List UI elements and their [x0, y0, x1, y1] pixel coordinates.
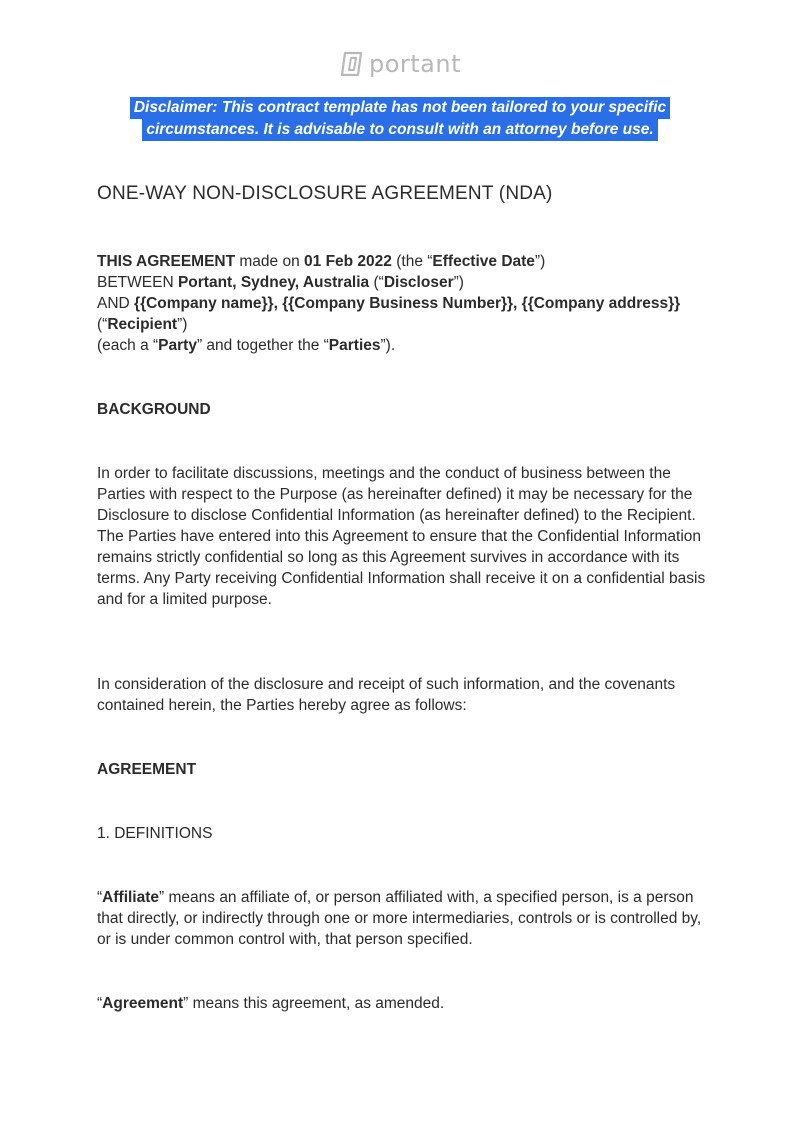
- document-title: ONE-WAY NON-DISCLOSURE AGREEMENT (NDA): [97, 183, 553, 204]
- agreement-definition-text: ” means this agreement, as amended.: [183, 995, 445, 1012]
- background-heading: BACKGROUND: [97, 401, 211, 418]
- agreement-definition: [97, 993, 707, 1014]
- agreement-term: Agreement: [102, 995, 184, 1012]
- agreement-heading: AGREEMENT: [97, 761, 197, 778]
- disclaimer-banner: [0, 97, 800, 141]
- portant-logo: [0, 50, 800, 78]
- parties-block: [97, 251, 707, 356]
- parties-text: ” and together the “: [196, 337, 329, 354]
- discloser-term: Discloser: [383, 274, 454, 291]
- parties-text: ”): [177, 316, 188, 333]
- parties-text: ”): [534, 253, 546, 270]
- parties-text: (“: [369, 274, 384, 291]
- recipient-term: Recipient: [107, 316, 178, 333]
- parties-text: ”): [453, 274, 464, 291]
- affiliate-definition: [97, 887, 707, 950]
- definitions-heading: 1. DEFINITIONS: [97, 825, 213, 842]
- portant-logo-icon: [339, 50, 365, 78]
- parties-text: (the “: [391, 253, 433, 270]
- disclaimer-line-2: circumstances. It is advisable to consult with an attorney before use.: [142, 119, 657, 141]
- effective-date-term: Effective Date: [432, 253, 535, 270]
- consideration-paragraph: In consideration of the disclosure and receipt of such information, and the covenants contained herein, the Parties hereby agree as follows:: [97, 676, 676, 714]
- parties-text: BETWEEN: [97, 274, 178, 291]
- disclaimer-line-1: Disclaimer: This contract template has not been tailored to your specific: [130, 97, 670, 119]
- logo-text: portant: [368, 50, 462, 78]
- parties-text: ”).: [380, 337, 396, 354]
- definition-quote: “: [97, 995, 103, 1012]
- parties-text: made on: [235, 253, 305, 270]
- definition-quote: “: [97, 889, 103, 906]
- this-agreement-label: THIS AGREEMENT: [97, 253, 236, 270]
- recipient-placeholders: {{Company name}}, {{Company Business Number}}, {{Company address}}: [134, 295, 681, 312]
- effective-date-value: 01 Feb 2022: [304, 253, 392, 270]
- affiliate-term: Affiliate: [102, 889, 160, 906]
- party-term: Party: [158, 337, 197, 354]
- affiliate-definition-text: ” means an affiliate of, or person affiliated with, a specified person, is a person that directly, or indirectly through one or more intermediaries, controls or is controlled by, or is under common control with, that person specified.: [97, 889, 702, 948]
- parties-term: Parties: [328, 337, 381, 354]
- discloser-name: Portant, Sydney, Australia: [177, 274, 370, 291]
- background-paragraph: In order to facilitate discussions, meetings and the conduct of business between the Parties with respect to the Purpose (as hereinafter defined) it may be necessary for the Disclosure to disclose Confidential Information (as hereinafter defined) to the Recipient. The Parties have entered into this Agreement to ensure that the Confidential Information remains strictly confidential so long as this Agreement survives in accordance with its terms. Any Party receiving Confidential Information shall receive it on a confidential basis and for a limited purpose.: [97, 465, 706, 608]
- parties-text: (“: [97, 316, 108, 333]
- parties-text: (each a “: [97, 337, 159, 354]
- parties-text: AND: [97, 295, 135, 312]
